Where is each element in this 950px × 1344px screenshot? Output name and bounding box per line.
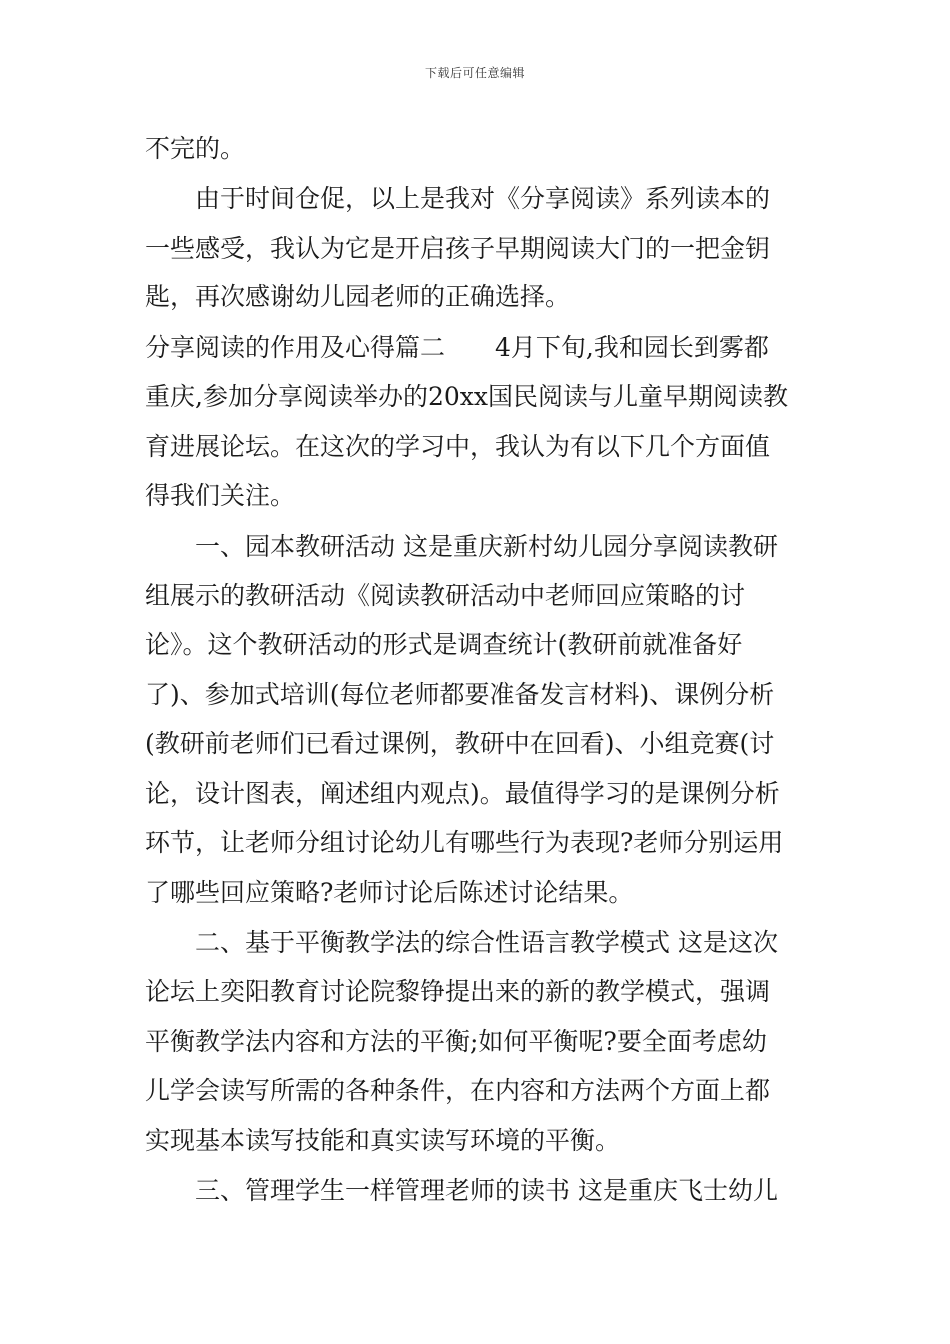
text-line: 二、基于平衡教学法的综合性语言教学模式 这是这次 [145, 928, 778, 957]
text-line: 得我们关注。 [145, 481, 296, 510]
text-line: (教研前老师们已看过课例，教研中在回看)、小组竞赛(讨 [145, 729, 775, 758]
text-line: 匙，再次感谢幼儿园老师的正确选择。 [145, 282, 571, 311]
text-line: 重庆,参加分享阅读举办的20xx国民阅读与儿童早期阅读教 [145, 382, 788, 411]
text-line: 儿学会读写所需的各种条件，在内容和方法两个方面上都 [145, 1076, 771, 1105]
text-line: 平衡教学法内容和方法的平衡;如何平衡呢?要全面考虑幼 [145, 1027, 767, 1056]
text-line: 一些感受，我认为它是开启孩子早期阅读大门的一把金钥 [145, 234, 771, 263]
text-line: 环节，让老师分组讨论幼儿有哪些行为表现?老师分别运用 [145, 828, 784, 857]
text-line: 分享阅读的作用及心得篇二 4月下旬,我和园长到雾都 [145, 333, 769, 362]
text-line: 由于时间仓促，以上是我对《分享阅读》系列读本的 [145, 184, 771, 213]
text-line: 实现基本读写技能和真实读写环境的平衡。 [145, 1126, 621, 1155]
text-line: 不完的。 [145, 134, 246, 163]
text-line: 三、管理学生一样管理老师的读书 这是重庆飞士幼儿 [145, 1176, 778, 1205]
text-line: 一、园本教研活动 这是重庆新村幼儿园分享阅读教研 [145, 532, 778, 561]
text-line: 论，设计图表，阐述组内观点)。最值得学习的是课例分析 [145, 779, 780, 808]
text-line: 论》。这个教研活动的形式是调查统计(教研前就准备好 [145, 630, 743, 659]
page-header: 下载后可任意编辑 [424, 66, 525, 80]
text-line: 了哪些回应策略?老师讨论后陈述讨论结果。 [145, 878, 634, 907]
text-line: 组展示的教研活动《阅读教研活动中老师回应策略的讨 [145, 581, 746, 610]
text-line: 了)、参加式培训(每位老师都要准备发言材料)、课例分析 [145, 680, 775, 709]
text-line: 育进展论坛。在这次的学习中，我认为有以下几个方面值 [145, 432, 771, 461]
text-line: 论坛上奕阳教育讨论院黎铮提出来的新的教学模式，强调 [145, 977, 771, 1006]
